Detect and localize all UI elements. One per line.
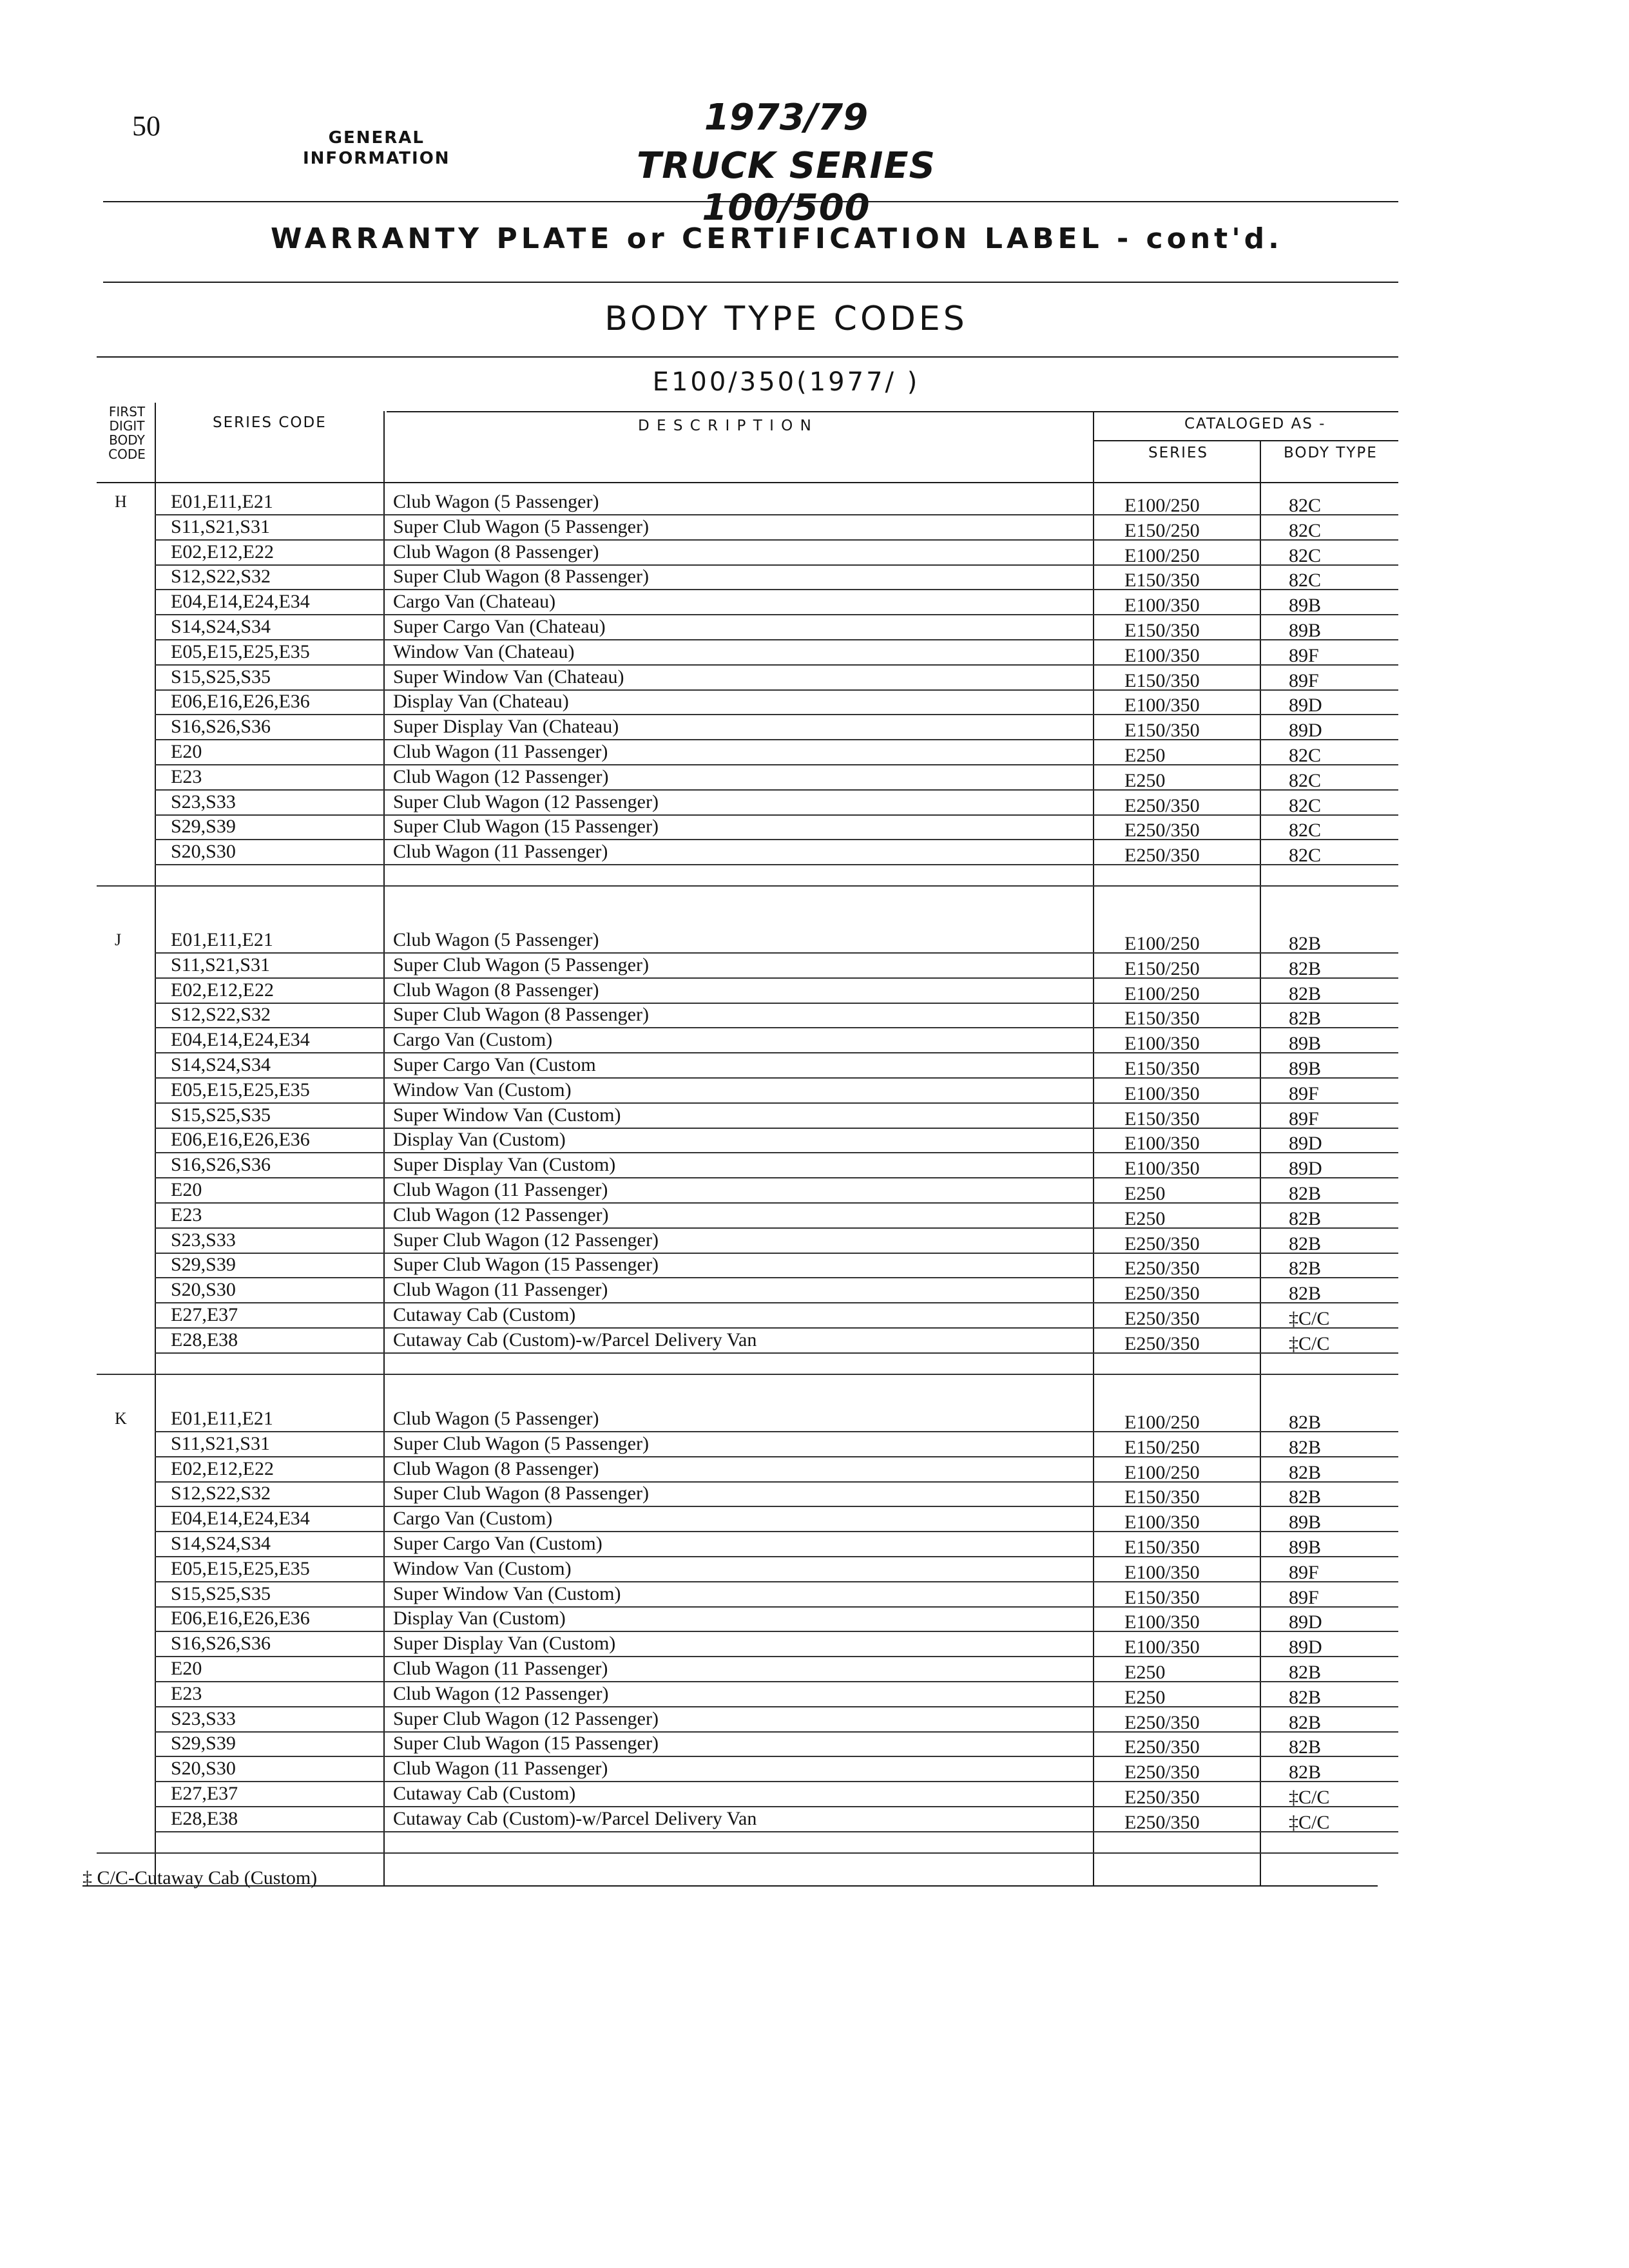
description-cell: Super Club Wagon (8 Passenger) <box>393 1004 649 1026</box>
description-cell: Super Display Van (Custom) <box>393 1154 616 1176</box>
group-code: J <box>115 930 122 949</box>
series-cell: E150/250 <box>1124 1436 1200 1458</box>
body-type-cell: 82C <box>1289 570 1322 591</box>
series-cell: E150/350 <box>1124 1008 1200 1030</box>
body-type-cell: 89B <box>1289 1537 1322 1558</box>
table-row-rule <box>155 1102 1398 1104</box>
description-cell: Super Club Wagon (15 Passenger) <box>393 1254 659 1276</box>
description-cell: Club Wagon (5 Passenger) <box>393 929 599 950</box>
body-type-cell: 89D <box>1289 1611 1322 1633</box>
series-code-cell: E23 <box>171 765 202 787</box>
series-code-cell: E01,E11,E21 <box>171 1408 273 1429</box>
first-digit-header-l4: CODE <box>108 447 146 462</box>
series-cell: E150/350 <box>1124 1058 1200 1079</box>
series-code-cell: S15,S25,S35 <box>171 666 271 687</box>
description-cell: Super Display Van (Custom) <box>393 1633 616 1655</box>
body-type-cell: 82C <box>1289 820 1322 841</box>
table-row-rule <box>155 1806 1398 1807</box>
section-label-line1: GENERAL <box>328 128 425 148</box>
body-type-cell: 82C <box>1289 745 1322 766</box>
table-row-rule <box>155 589 1398 590</box>
series-code-cell: S23,S33 <box>171 1707 236 1729</box>
body-type-cell: 82C <box>1289 769 1322 791</box>
group-separator <box>97 1374 1398 1375</box>
model-range: E100/350(1977/ ) <box>652 367 920 397</box>
series-code-cell: S11,S21,S31 <box>171 954 270 975</box>
series-cell: E250/350 <box>1124 820 1200 841</box>
table-row-rule <box>155 1027 1398 1028</box>
description-cell: Club Wagon (8 Passenger) <box>393 979 599 1001</box>
body-type-cell: 89D <box>1289 695 1322 716</box>
description-cell: Super Club Wagon (5 Passenger) <box>393 954 649 975</box>
description-cell: Club Wagon (5 Passenger) <box>393 491 599 512</box>
group-code: H <box>115 492 127 511</box>
table-row-rule <box>155 1556 1398 1557</box>
description-cell: Super Club Wagon (15 Passenger) <box>393 1733 659 1754</box>
series-cell: E250/350 <box>1124 1811 1200 1833</box>
series-code-cell: S14,S24,S34 <box>171 616 271 637</box>
series-code-cell: E02,E12,E22 <box>171 1457 274 1479</box>
series-cell: E250/350 <box>1124 1762 1200 1783</box>
table-row-rule <box>155 564 1398 566</box>
description-cell: Club Wagon (11 Passenger) <box>393 1179 608 1200</box>
body-type-cell: 89D <box>1289 720 1322 742</box>
first-digit-header-l1: FIRST <box>108 404 146 419</box>
table-row-rule <box>155 952 1398 954</box>
body-type-cell: 82B <box>1289 1762 1322 1783</box>
series-code-cell: S14,S24,S34 <box>171 1533 271 1554</box>
description-cell: Club Wagon (11 Passenger) <box>393 1279 608 1301</box>
description-cell: Super Window Van (Custom) <box>393 1582 621 1604</box>
series-cell: E100/350 <box>1124 1158 1200 1180</box>
description-cell: Club Wagon (8 Passenger) <box>393 541 599 562</box>
series-cell: E100/350 <box>1124 1637 1200 1658</box>
description-cell: Club Wagon (5 Passenger) <box>393 1408 599 1429</box>
body-type-cell: 82C <box>1289 845 1322 867</box>
series-cell: E100/350 <box>1124 1133 1200 1155</box>
series-cell: E150/350 <box>1124 1486 1200 1508</box>
series-code-cell: E28,E38 <box>171 1807 238 1829</box>
description-cell: Club Wagon (12 Passenger) <box>393 1682 609 1704</box>
body-type-cell: 89B <box>1289 620 1322 641</box>
series-code-cell: S15,S25,S35 <box>171 1582 271 1604</box>
table-row-rule <box>155 1531 1398 1532</box>
series-code-cell: E05,E15,E25,E35 <box>171 640 310 662</box>
description-cell: Cargo Van (Custom) <box>393 1029 553 1051</box>
description-cell: Cargo Van (Custom) <box>393 1508 553 1530</box>
table-row-rule <box>155 639 1398 640</box>
body-type-header: BODY TYPE <box>1284 445 1378 461</box>
body-type-cell: ‡C/C <box>1289 1332 1330 1354</box>
series-cell: E250/350 <box>1124 1736 1200 1758</box>
table-row-rule <box>155 1631 1398 1632</box>
table-row-rule <box>155 1431 1398 1432</box>
series-cell: E100/350 <box>1124 1512 1200 1533</box>
body-type-cell: 82B <box>1289 1711 1322 1733</box>
description-cell: Super Window Van (Custom) <box>393 1104 621 1126</box>
first-digit-header-l3: BODY <box>109 432 145 448</box>
description-cell: Super Club Wagon (5 Passenger) <box>393 1432 649 1454</box>
series-code-cell: E20 <box>171 1179 202 1200</box>
description-cell: Cutaway Cab (Custom) <box>393 1304 576 1325</box>
table-row-rule <box>155 514 1398 515</box>
series-code-cell: S23,S33 <box>171 791 236 812</box>
years-title: 1973/79 <box>704 97 869 139</box>
table-row-rule <box>155 1731 1398 1733</box>
series-cell: E100/350 <box>1124 1561 1200 1583</box>
body-type-cell: 89F <box>1289 1561 1319 1583</box>
series-code-cell: S16,S26,S36 <box>171 1633 271 1655</box>
description-cell: Super Cargo Van (Chateau) <box>393 616 606 637</box>
series-cell: E250/350 <box>1124 794 1200 816</box>
series-cell: E250/350 <box>1124 1332 1200 1354</box>
series-code-cell: S20,S30 <box>171 1758 236 1780</box>
table-row-rule <box>155 1177 1398 1178</box>
series-code-cell: S16,S26,S36 <box>171 1154 271 1176</box>
series-code-cell: S23,S33 <box>171 1229 236 1251</box>
description-cell: Super Club Wagon (8 Passenger) <box>393 1483 649 1504</box>
series-cell: E100/350 <box>1124 1611 1200 1633</box>
series-cell: E150/250 <box>1124 957 1200 979</box>
series-code-cell: E05,E15,E25,E35 <box>171 1557 310 1579</box>
table-row-rule <box>155 1831 1398 1832</box>
series-cell: E150/350 <box>1124 570 1200 591</box>
series-cell: E250/350 <box>1124 1258 1200 1280</box>
table-row-rule <box>155 977 1398 979</box>
series-cell: E150/350 <box>1124 620 1200 641</box>
body-type-cell: 89B <box>1289 1058 1322 1079</box>
series-code-cell: S11,S21,S31 <box>171 515 270 537</box>
series-cell: E100/350 <box>1124 595 1200 617</box>
body-type-cell: 82B <box>1289 1486 1322 1508</box>
description-cell: Club Wagon (11 Passenger) <box>393 1658 608 1679</box>
description-cell: Super Cargo Van (Custom) <box>393 1533 602 1554</box>
description-cell: Club Wagon (11 Passenger) <box>393 741 608 762</box>
body-type-cell: 82B <box>1289 1233 1322 1254</box>
series-code-cell: E23 <box>171 1204 202 1225</box>
body-type-cell: 82B <box>1289 1258 1322 1280</box>
page-number: 50 <box>132 110 160 142</box>
description-cell: Display Van (Custom) <box>393 1608 566 1629</box>
table-row-rule <box>155 1302 1398 1303</box>
body-type-cell: 82C <box>1289 544 1322 566</box>
table-row-rule <box>155 1003 1398 1004</box>
series-cell: E250 <box>1124 1183 1166 1204</box>
description-cell: Cutaway Cab (Custom)-w/Parcel Delivery Van <box>393 1329 757 1350</box>
table-row-rule <box>155 1656 1398 1657</box>
series-cell: E150/350 <box>1124 669 1200 691</box>
series-cell: E150/350 <box>1124 1537 1200 1558</box>
body-type-cell: 89F <box>1289 1108 1319 1129</box>
table-row-rule <box>155 739 1398 740</box>
description-cell: Super Club Wagon (15 Passenger) <box>393 816 659 838</box>
table-row-rule <box>155 1227 1398 1229</box>
group-code: K <box>115 1409 127 1428</box>
series-cell: E100/350 <box>1124 1033 1200 1055</box>
series-code-cell: E23 <box>171 1682 202 1704</box>
series-code-cell: S20,S30 <box>171 841 236 863</box>
series-cell: E250/350 <box>1124 1308 1200 1329</box>
series-cell: E150/350 <box>1124 720 1200 742</box>
series-code-cell: E06,E16,E26,E36 <box>171 1608 310 1629</box>
description-cell: Super Club Wagon (12 Passenger) <box>393 1707 659 1729</box>
body-type-cell: 82B <box>1289 983 1322 1004</box>
description-cell: Super Window Van (Chateau) <box>393 666 624 687</box>
description-cell: Cutaway Cab (Custom) <box>393 1783 576 1804</box>
series-cell: E150/350 <box>1124 1586 1200 1608</box>
series-code-cell: E27,E37 <box>171 1783 238 1804</box>
table-row-rule <box>155 1756 1398 1757</box>
body-type-cell: 82B <box>1289 1207 1322 1229</box>
series-code-cell: E20 <box>171 741 202 762</box>
series-code-cell: S16,S26,S36 <box>171 716 271 738</box>
description-cell: Club Wagon (12 Passenger) <box>393 1204 609 1225</box>
body-type-cell: 89D <box>1289 1133 1322 1155</box>
body-type-cell: 82C <box>1289 519 1322 541</box>
footnote: ‡ C/C-Cutaway Cab (Custom) <box>82 1867 318 1888</box>
body-type-cell: 89B <box>1289 1512 1322 1533</box>
series-code-cell: E27,E37 <box>171 1304 238 1325</box>
series-code-cell: E02,E12,E22 <box>171 541 274 562</box>
table-row-rule <box>155 1606 1398 1608</box>
series-cell: E100/350 <box>1124 1082 1200 1104</box>
table-row-rule <box>155 1456 1398 1457</box>
series-cell: E100/250 <box>1124 983 1200 1004</box>
series-code-cell: E04,E14,E24,E34 <box>171 591 310 613</box>
series-code-cell: E06,E16,E26,E36 <box>171 1129 310 1151</box>
series-cell: E100/250 <box>1124 544 1200 566</box>
series-code-cell: E02,E12,E22 <box>171 979 274 1001</box>
series-code-cell: E01,E11,E21 <box>171 929 273 950</box>
body-type-cell: 82B <box>1289 1008 1322 1030</box>
table-row-rule <box>155 1202 1398 1204</box>
table-row-rule <box>155 1052 1398 1053</box>
series-cell: E250/350 <box>1124 1233 1200 1254</box>
series-code-cell: S12,S22,S32 <box>171 566 271 588</box>
body-type-cell: 82B <box>1289 957 1322 979</box>
body-type-cell: 89F <box>1289 1586 1319 1608</box>
series-cell: E250/350 <box>1124 1787 1200 1808</box>
table-row-rule <box>155 1481 1398 1483</box>
table-row-rule <box>155 1327 1398 1329</box>
table-row-rule <box>155 689 1398 691</box>
table-row-rule <box>155 1706 1398 1707</box>
body-type-cell: ‡C/C <box>1289 1811 1330 1833</box>
series-code-cell: E28,E38 <box>171 1329 238 1350</box>
table-row-rule <box>155 1253 1398 1254</box>
description-cell: Super Club Wagon (5 Passenger) <box>393 515 649 537</box>
table-row-rule <box>155 789 1398 791</box>
description-cell: Window Van (Chateau) <box>393 640 575 662</box>
description-cell: Window Van (Custom) <box>393 1557 572 1579</box>
body-type-cell: ‡C/C <box>1289 1787 1330 1808</box>
body-type-cell: 89F <box>1289 1082 1319 1104</box>
table-row-rule <box>155 1152 1398 1153</box>
group-separator <box>97 1852 1398 1854</box>
table-row-rule <box>155 1581 1398 1582</box>
body-type-cell: 82B <box>1289 1686 1322 1708</box>
group-separator <box>97 885 1398 887</box>
series-cell: E250 <box>1124 1662 1166 1683</box>
series-code-cell: S11,S21,S31 <box>171 1432 270 1454</box>
description-cell: Cutaway Cab (Custom)-w/Parcel Delivery Van <box>393 1807 757 1829</box>
series-cell: E250 <box>1124 1686 1166 1708</box>
body-type-cell: 82C <box>1289 794 1322 816</box>
series-code-cell: S12,S22,S32 <box>171 1004 271 1026</box>
series-code-cell: S29,S39 <box>171 1254 236 1276</box>
description-cell: Display Van (Chateau) <box>393 691 569 713</box>
table-row-rule <box>155 1277 1398 1278</box>
series-code-cell: S29,S39 <box>171 816 236 838</box>
description-header: D E S C R I P T I O N <box>638 418 813 434</box>
table-row-rule <box>155 1506 1398 1507</box>
description-cell: Super Club Wagon (8 Passenger) <box>393 566 649 588</box>
series-code-cell: E05,E15,E25,E35 <box>171 1079 310 1100</box>
table-row-rule <box>155 539 1398 541</box>
body-type-cell: 89F <box>1289 644 1319 666</box>
table-row-rule <box>155 764 1398 765</box>
series-cell: E100/250 <box>1124 495 1200 516</box>
table-row-rule <box>155 1681 1398 1682</box>
description-cell: Display Van (Custom) <box>393 1129 566 1151</box>
series-cell: E100/350 <box>1124 695 1200 716</box>
series-cell: E150/250 <box>1124 519 1200 541</box>
description-cell: Window Van (Custom) <box>393 1079 572 1100</box>
series-cell: E250 <box>1124 769 1166 791</box>
description-cell: Super Club Wagon (12 Passenger) <box>393 1229 659 1251</box>
body-type-cell: 89B <box>1289 1033 1322 1055</box>
table-row-rule <box>155 1781 1398 1782</box>
series-cell: E250 <box>1124 1207 1166 1229</box>
table-row-rule <box>155 1128 1398 1129</box>
table-row-rule <box>155 1077 1398 1079</box>
series-cell: E250/350 <box>1124 1283 1200 1305</box>
body-type-cell: 82B <box>1289 1183 1322 1204</box>
body-type-cell: 82B <box>1289 1461 1322 1483</box>
table-row-rule <box>155 1352 1398 1354</box>
body-type-cell: 89B <box>1289 595 1322 617</box>
series-code-cell: S12,S22,S32 <box>171 1483 271 1504</box>
description-cell: Cargo Van (Chateau) <box>393 591 556 613</box>
series-cell: E100/250 <box>1124 933 1200 954</box>
series-title: TRUCK SERIES 100/500 <box>637 145 936 229</box>
table-row-rule <box>155 714 1398 715</box>
body-type-cell: 82B <box>1289 1412 1322 1433</box>
body-type-cell: 89D <box>1289 1637 1322 1658</box>
series-cell: E250 <box>1124 745 1166 766</box>
body-type-cell: 82C <box>1289 495 1322 516</box>
description-cell: Super Display Van (Chateau) <box>393 716 619 738</box>
section-heading: BODY TYPE CODES <box>604 300 968 338</box>
description-cell: Club Wagon (12 Passenger) <box>393 765 609 787</box>
description-cell: Club Wagon (11 Passenger) <box>393 1758 608 1780</box>
description-cell: Club Wagon (8 Passenger) <box>393 1457 599 1479</box>
series-code-cell: S20,S30 <box>171 1279 236 1301</box>
series-code-cell: E06,E16,E26,E36 <box>171 691 310 713</box>
series-header: SERIES <box>1148 445 1209 461</box>
table-row-rule <box>155 839 1398 840</box>
description-cell: Club Wagon (11 Passenger) <box>393 841 608 863</box>
series-cell: E150/350 <box>1124 1108 1200 1129</box>
section-label-line2: INFORMATION <box>303 149 450 168</box>
footnote-rule <box>82 1885 1378 1887</box>
body-type-cell: 82B <box>1289 1736 1322 1758</box>
body-type-cell: 89D <box>1289 1158 1322 1180</box>
cataloged-as-header: CATALOGED AS - <box>1184 416 1326 432</box>
body-type-cell: 82B <box>1289 1436 1322 1458</box>
page-subtitle: WARRANTY PLATE or CERTIFICATION LABEL - cont'd. <box>271 222 1283 255</box>
series-code-cell: E01,E11,E21 <box>171 491 273 512</box>
series-code-header: SERIES CODE <box>213 414 327 431</box>
series-code-cell: E20 <box>171 1658 202 1679</box>
series-code-cell: S15,S25,S35 <box>171 1104 271 1126</box>
series-code-cell: E04,E14,E24,E34 <box>171 1508 310 1530</box>
series-cell: E100/350 <box>1124 644 1200 666</box>
body-type-cell: 82B <box>1289 933 1322 954</box>
series-code-cell: S29,S39 <box>171 1733 236 1754</box>
table-row-rule <box>155 864 1398 865</box>
body-type-cell: 89F <box>1289 669 1319 691</box>
series-code-cell: E04,E14,E24,E34 <box>171 1029 310 1051</box>
body-type-cell: 82B <box>1289 1662 1322 1683</box>
first-digit-header-l2: DIGIT <box>109 418 145 434</box>
description-cell: Super Club Wagon (12 Passenger) <box>393 791 659 812</box>
series-cell: E250/350 <box>1124 845 1200 867</box>
description-cell: Super Cargo Van (Custom <box>393 1054 596 1075</box>
series-code-cell: S14,S24,S34 <box>171 1054 271 1075</box>
body-type-cell: ‡C/C <box>1289 1308 1330 1329</box>
table-row-rule <box>155 614 1398 615</box>
series-cell: E100/250 <box>1124 1461 1200 1483</box>
body-type-cell: 82B <box>1289 1283 1322 1305</box>
series-cell: E100/250 <box>1124 1412 1200 1433</box>
series-cell: E250/350 <box>1124 1711 1200 1733</box>
table-row-rule <box>155 814 1398 816</box>
table-row-rule <box>155 664 1398 666</box>
